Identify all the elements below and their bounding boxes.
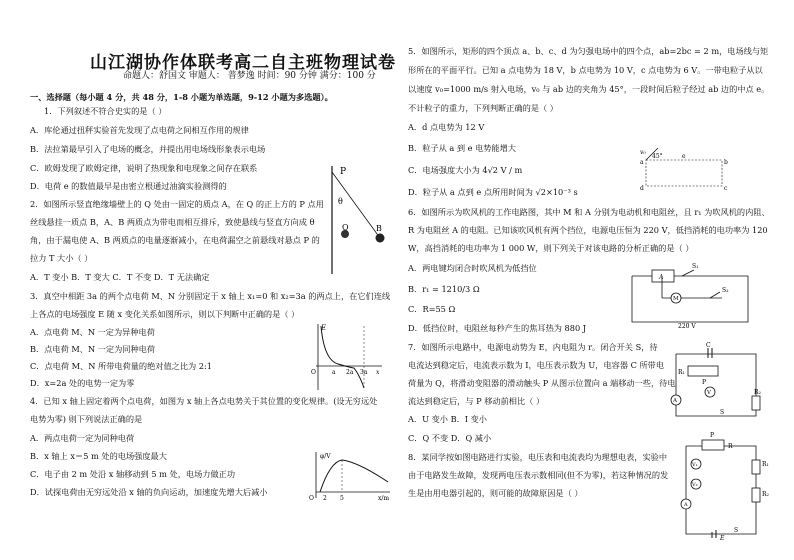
label-e: E — [720, 535, 725, 542]
q6-option-d: D．低挡位时，电阻丝每秒产生的焦耳热为 880 J — [408, 323, 587, 333]
label-q: Q — [342, 223, 349, 232]
label-o: O — [309, 495, 314, 502]
label-e: e — [682, 153, 686, 160]
q2-line3: 角，由于漏电使 A、B 两质点的电量逐渐减小，在电荷漏空之前悬线对悬点 P 的 — [30, 235, 320, 245]
label-s: S — [734, 527, 739, 534]
q5-option-a: A．d 点电势为 12 V — [408, 122, 485, 132]
rheostat-r — [702, 440, 724, 450]
resistor-r2 — [752, 396, 760, 410]
tick-3a: 3a — [360, 369, 368, 376]
q3-option-d: D．x=2a 处的电势一定为零 — [30, 378, 135, 388]
q6-option-a: A．两电键均闭合时吹风机为低挡位 — [408, 263, 537, 273]
q7-line2: 电流达到稳定后，电流表示数为 I，电压表示数为 U，电容器 C 所带电 — [408, 360, 665, 370]
q6-option-b: B．r₁ = 1210/3 Ω — [408, 284, 480, 294]
axis-phi: φ/V — [320, 453, 331, 460]
label-b: b — [724, 159, 728, 166]
q6-line3: W，高挡消耗的电功率为 1 000 W，则下列关于对该电路的分析正确的是（ ） — [408, 243, 694, 253]
rheostat-r1 — [688, 366, 718, 376]
tick-a: a — [332, 369, 336, 376]
label-p: P — [702, 379, 707, 386]
q2-line2: 丝线悬挂一质点 B，A、B 两质点为带电而相互排斥，致使悬线与竖直方向成 θ — [30, 217, 315, 227]
switch-s2 — [710, 292, 720, 298]
q4-phi-x-graph — [306, 450, 392, 502]
label-r2: R₂ — [762, 491, 769, 498]
exam-meta: 命题人：舒国文 审题人： 普梦逸 时间：90 分钟 满分：100 分 — [123, 71, 376, 81]
label-s: S — [720, 409, 725, 416]
tick-2: 2 — [323, 495, 327, 502]
page-title: 山江湖协作体联考高二自主班物理试卷 — [90, 53, 396, 73]
tick-5: 5 — [340, 495, 344, 502]
label-v0: v₀ — [640, 149, 646, 156]
tick-2a: 2a — [346, 369, 354, 376]
q8-line2: 由于电路发生故障，发现两电压表示数相同(但不为零)，若这种情况的发 — [408, 470, 669, 480]
label-p: P — [710, 432, 715, 439]
q5-line3: 以速度 v₀=1000 m/s 射入电场，v₀ 与 ab 边的夹角为 45°，一段时间后粒子经过 ab 边的中点 e。 — [408, 84, 770, 94]
label-angle: 45° — [652, 153, 663, 160]
q7-circuit — [670, 344, 762, 420]
q3-option-a: A．点电荷 M、N 一定为异种电荷 — [30, 327, 155, 337]
q8-circuit — [676, 432, 769, 542]
label-v2: V₂ — [692, 482, 698, 488]
label-s1: S₁ — [692, 263, 699, 270]
charge-b-ball — [376, 234, 385, 243]
q7-line1: 7．如图所示电路中，电源电动势为 E，内电阻为 r。闭合开关 S，待 — [408, 342, 658, 352]
axis-e: E — [321, 324, 327, 332]
label-220v: 220 V — [678, 323, 696, 330]
label-c: c — [724, 185, 728, 192]
q4-option-b: B．x 轴上 x＝5 m 处的电场强度最大 — [30, 451, 167, 461]
q1-option-a: A．库伦通过扭秤实验首先发现了点电荷之间相互作用的规律 — [30, 125, 249, 135]
label-a: A — [673, 398, 677, 404]
q2-options: A．T 变小 B．T 变大 C．T 不变 D．T 无法确定 — [30, 272, 210, 282]
q2-line4: 拉力 T 大小（ ） — [30, 253, 93, 263]
label-d: d — [640, 185, 644, 192]
label-v1: V₁ — [692, 462, 698, 468]
right-column — [408, 0, 778, 560]
label-s2: S₂ — [722, 287, 729, 294]
label-r: R — [728, 443, 733, 450]
resistor-r1 — [752, 460, 760, 474]
q4-option-a: A．两点电荷一定为同种电荷 — [30, 433, 135, 443]
label-r2: R₂ — [754, 389, 761, 396]
label-a: A — [659, 274, 664, 281]
q6-line1: 6．如图所示为吹风机的工作电路图，其中 M 和 A 分别为电动机和电阻丝，且 r₁ 为吹风机的内阻、 — [408, 207, 770, 217]
q5-line4: 不计粒子的重力，下列判断正确的是（ ） — [408, 103, 558, 113]
q7-options-cd: C．Q 不变 D．Q 减小 — [408, 433, 492, 443]
label-m: M — [673, 296, 679, 302]
q5-option-c: C．电场强度大小为 4√2 V / m — [408, 165, 523, 175]
q5-line1: 5．如图所示，矩形的四个顶点 a、b、c、d 为匀强电场中的四个点，ab=2bc = 2 m，电场线与矩 — [408, 46, 769, 56]
q1-option-c: C．欧姆发现了欧姆定律，说明了热现象和电现象之间存在联系 — [30, 163, 258, 173]
q4-line1: 4．已知 x 轴上固定着两个点电荷，如图为 x 轴上各点电势关于其位置的变化规律。(设无穷远处 — [30, 396, 378, 406]
label-theta: θ — [338, 197, 343, 206]
q6-line2: R 为电阻丝 A 的电阻。已知该吹风机有两个挡位，电源电压恒为 220 V，低挡消耗的电功率为 120 — [408, 225, 768, 235]
q3-line2: 上各点的电场强度 E 随 x 变化关系如图所示，则以下判断中正确的是（ ） — [30, 309, 300, 319]
label-a: A — [684, 502, 688, 508]
label-r1: R₁ — [762, 461, 769, 468]
q6-option-c: C．R=55 Ω — [408, 304, 456, 314]
q4-line2: 电势为零) 则下列说法正确的是 — [30, 414, 143, 424]
section-heading: 一、选择题（每小题 4 分，共 48 分，1-8 小题为单选题，9-12 小题为多选题）。 — [30, 92, 333, 102]
label-r1: R₁ — [678, 369, 685, 376]
switch-s1 — [682, 270, 694, 276]
q3-option-b: B．点电荷 M、N 一定为同种电荷 — [30, 344, 156, 354]
q4-option-c: C．电子由 2 m 处沿 x 轴移动到 5 m 处，电场力做正功 — [30, 469, 236, 479]
q7-options-ab: A．U 变小 B．I 变小 — [408, 414, 487, 424]
label-a: a — [640, 159, 644, 166]
q5-rectangle-figure — [638, 150, 728, 190]
q8-line1: 8．某同学按如图电路进行实验，电压表和电流表均为理想电表，实验中 — [408, 452, 668, 462]
q5-line2: 形所在的平面平行。已知 a 点电势为 18 V，b 点电势为 10 V，c 点电势为 6 V。一带电粒子从以 — [408, 65, 763, 75]
q3-e-x-graph — [310, 322, 384, 392]
label-o: O — [311, 369, 316, 376]
q6-hairdryer-circuit — [632, 264, 752, 328]
q5-option-d: D．粒子从 a 点到 e 点所用时间为 √2×10⁻³ s — [408, 187, 578, 197]
label-b: B — [376, 224, 382, 233]
label-p: P — [340, 167, 347, 177]
q3-line1: 3．真空中相距 3a 的两个点电荷 M、N 分别固定于 x 轴上 x₁=0 和 x₂=3a 的两点上，在它们连线 — [30, 291, 391, 301]
q7-line4: 流达到稳定后，与 P 移动前相比（ ） — [408, 396, 545, 406]
q2-line1: 2．如图所示竖直绝缘墙壁上的 Q 处由一固定的质点 A，在 Q 的正上方的 P 点用 — [30, 199, 324, 209]
label-v: V — [707, 390, 711, 396]
q1-option-b: B．法拉第最早引入了电场的概念，并提出用电场线形象表示电场 — [30, 144, 266, 154]
label-c: C — [706, 342, 711, 349]
q3-option-c: C．点电荷 M、N 所带电荷量的绝对值之比为 2:1 — [30, 361, 212, 371]
axis-x: x — [376, 369, 380, 376]
q4-option-d: D．试探电荷由无穷远处沿 x 轴的负向运动，加速度先增大后减小 — [30, 487, 268, 497]
resistor-r2 — [752, 488, 760, 502]
left-column — [28, 0, 396, 560]
axis-x: x/m — [378, 495, 390, 502]
q1-option-d: D．电荷 e 的数值最早是由密立根通过油滴实验测得的 — [30, 181, 227, 191]
q5-option-b: B．粒子从 a 到 e 电势能增大 — [408, 143, 517, 153]
q8-line3: 生是由用电器引起的，则可能的故障原因是（ ） — [408, 488, 583, 498]
q7-line3: 荷量为 Q，将滑动变阻器的滑动触头 P 从图示位置向 a 端移动一些，待电 — [408, 378, 676, 388]
q1-stem: 1．下列叙述不符合史实的是（ ） — [44, 106, 167, 116]
q2-pendulum-figure — [328, 166, 388, 276]
